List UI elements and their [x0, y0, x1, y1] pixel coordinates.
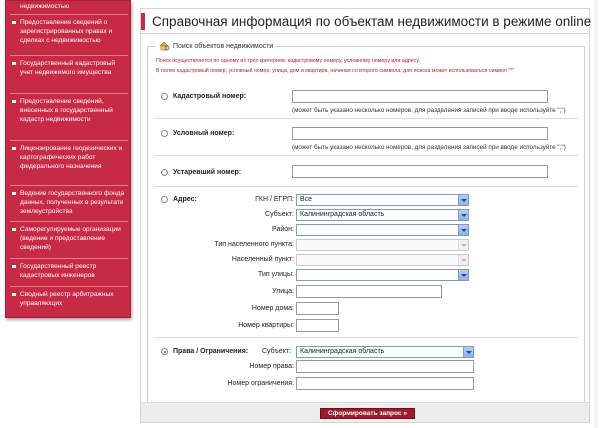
- right-number-label: Номер права:: [249, 363, 294, 370]
- rights-subject-select[interactable]: [296, 346, 474, 358]
- settlement-label: Населенный пункт:: [231, 256, 294, 263]
- obsolete-input[interactable]: [292, 165, 548, 178]
- gkn-select-value: Все: [300, 196, 313, 203]
- restriction-number-input[interactable]: [296, 377, 474, 390]
- sidebar-item-land-fund[interactable]: [12, 189, 126, 216]
- search-note-wildcard: В полях кадастровый номер, условный номер, улица, дом и квартира, начиная со второго символа, для поиска может использоваться символ "*": [156, 68, 515, 74]
- cadastral-input[interactable]: [292, 90, 548, 103]
- search-form: [147, 42, 585, 404]
- chevron-down-icon: [458, 195, 468, 205]
- subject-select[interactable]: [296, 209, 469, 221]
- settlement-type-label: Тип населенного пункта:: [214, 241, 294, 248]
- address-label: Адрес:: [173, 196, 197, 203]
- search-note-criteria: Поиск осуществляется по одному из трех критериев: кадастровому номеру, условному номеру или адресу.: [156, 58, 420, 64]
- street-type-select[interactable]: [296, 269, 469, 281]
- apartment-label: Номер квартиры:: [238, 322, 294, 329]
- sidebar-item-cadastral-registration[interactable]: [12, 59, 126, 77]
- subject-label: Субъект:: [265, 211, 294, 218]
- conditional-hint: (может быть указано несколько номеров, для разделения записей при вводе используйте ";"): [292, 144, 566, 151]
- sidebar-item-label: Лицензирование геодезических и картографических работ федерального назначения: [20, 145, 123, 170]
- sidebar-item-label: Государственный реестр кадастровых инженеров: [20, 263, 97, 279]
- subject-select-value: Калининградская область: [300, 211, 385, 218]
- chevron-down-icon: [458, 270, 468, 280]
- sidebar-item-engineers-registry[interactable]: [12, 262, 126, 280]
- sidebar-item-label: Ведение государственного фонда данных, полученных в результате землеустройства: [20, 190, 125, 215]
- bullet-icon: [12, 62, 16, 65]
- chevron-down-icon: [458, 210, 468, 220]
- sidebar-item-rights-info[interactable]: [12, 18, 126, 45]
- page-scrollbar[interactable]: [594, 0, 598, 428]
- bullet-icon: [12, 192, 16, 195]
- sidebar-divider: [10, 93, 128, 94]
- rights-subject-label: Субъект:: [262, 348, 291, 355]
- sidebar-item-label: Предоставление сведений, внесенных в государственный кадастр недвижимости: [20, 98, 113, 123]
- sidebar-divider: [10, 185, 128, 186]
- settlement-select[interactable]: [296, 254, 469, 266]
- search-legend-label: Поиск объектов недвижимости: [173, 42, 274, 50]
- settlement-type-select[interactable]: [296, 239, 469, 251]
- chevron-down-icon: [463, 347, 473, 357]
- sidebar-item-label: Саморегулируемые организации (ведение и предоставление сведений): [20, 226, 121, 251]
- search-legend: [156, 41, 276, 51]
- rights-label: Права / Ограничения:: [173, 348, 249, 355]
- conditional-input[interactable]: [292, 127, 548, 140]
- section-divider: [154, 118, 578, 119]
- section-divider: [154, 155, 578, 156]
- radio-obsolete[interactable]: [161, 169, 168, 176]
- sidebar-item-licensing[interactable]: [12, 144, 126, 171]
- page-title: Справочная информация по объектам недвижимости в режиме online: [152, 14, 592, 29]
- page-header: [141, 9, 592, 34]
- sidebar-divider: [10, 286, 128, 287]
- radio-conditional[interactable]: [161, 130, 168, 137]
- gkn-label: ГКН / ЕГРП:: [255, 196, 294, 203]
- radio-address[interactable]: [161, 196, 168, 203]
- radio-cadastral[interactable]: [161, 93, 168, 100]
- chevron-down-icon: [458, 240, 468, 250]
- chevron-down-icon: [458, 225, 468, 235]
- section-divider: [154, 337, 578, 338]
- search-house-icon: [159, 41, 170, 51]
- section-divider: [154, 186, 578, 187]
- bullet-icon: [12, 228, 16, 231]
- district-label: Район:: [272, 226, 294, 233]
- radio-rights[interactable]: [161, 348, 168, 355]
- main-content: [140, 8, 590, 423]
- apartment-number-input[interactable]: [296, 319, 339, 332]
- bullet-icon: [12, 100, 16, 103]
- restriction-number-label: Номер ограничения:: [227, 380, 294, 387]
- sidebar-item-real-estate-tail[interactable]: [12, 2, 126, 11]
- submit-request-button[interactable]: Сформировать запрос »: [320, 408, 415, 419]
- gkn-select[interactable]: [296, 194, 469, 206]
- bullet-icon: [12, 293, 16, 296]
- sidebar-divider: [10, 258, 128, 259]
- right-number-input[interactable]: [296, 360, 474, 373]
- chevron-down-icon: [458, 255, 468, 265]
- bullet-icon: [12, 147, 16, 150]
- sidebar-item-label: недвижимостью: [20, 3, 70, 10]
- street-label: Улица:: [272, 288, 294, 295]
- sidebar-divider: [10, 14, 128, 15]
- sidebar-item-label: Предоставление сведений о зарегистрированных правах и сделках с недвижимостью: [20, 19, 113, 44]
- house-label: Номер дома:: [251, 305, 294, 312]
- sidebar-divider: [10, 55, 128, 56]
- street-input[interactable]: [296, 285, 442, 298]
- sidebar-divider: [10, 140, 128, 141]
- bullet-icon: [12, 265, 16, 268]
- form-footer: [141, 402, 589, 422]
- sidebar-item-sro[interactable]: [12, 225, 126, 252]
- sidebar-item-cadastre-info[interactable]: [12, 97, 126, 124]
- sidebar-nav: [5, 0, 131, 318]
- cadastral-hint: (может быть указано несколько номеров, для разделения записей при вводе используйте ";"): [292, 107, 566, 114]
- cadastral-label: Кадастровый номер:: [173, 93, 247, 100]
- title-accent-bar: [141, 13, 145, 30]
- sidebar-item-label: Сводный реестр арбитражных управляющих: [20, 291, 114, 307]
- bullet-icon: [12, 21, 16, 24]
- street-type-label: Тип улицы:: [258, 271, 294, 278]
- sidebar-item-label: Государственный кадастровый учет недвижимого имущества: [20, 60, 116, 76]
- sidebar-item-managers-registry[interactable]: [12, 290, 126, 308]
- sidebar-divider: [10, 221, 128, 222]
- conditional-label: Условный номер:: [173, 130, 235, 137]
- house-number-input[interactable]: [296, 302, 339, 315]
- rights-subject-select-value: Калининградская область: [300, 348, 385, 355]
- district-select[interactable]: [296, 224, 469, 236]
- obsolete-label: Устаревший номер:: [173, 169, 242, 176]
